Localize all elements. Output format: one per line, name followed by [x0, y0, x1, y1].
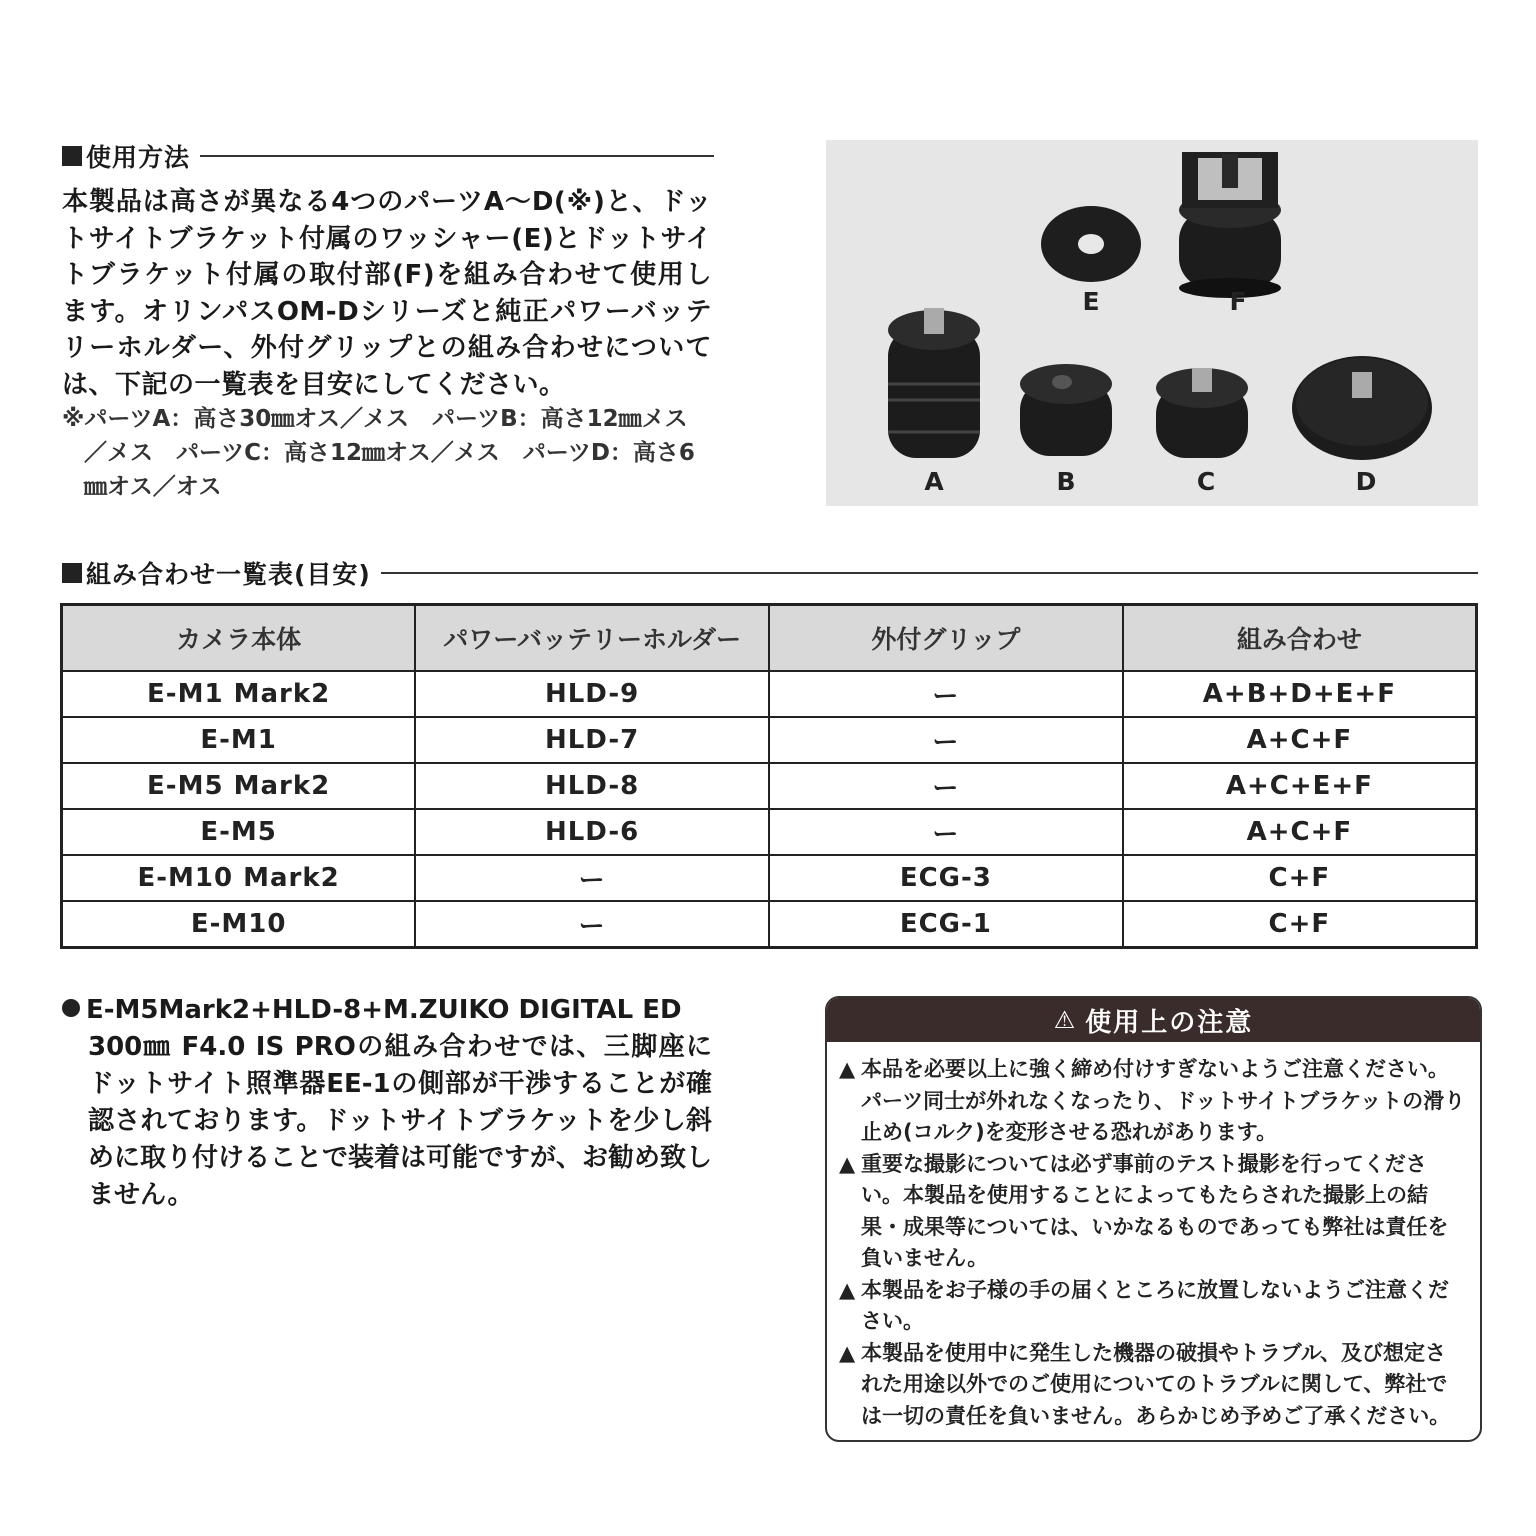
- table-row: [62, 855, 1477, 901]
- cell-battery-holder: HLD-6: [415, 809, 769, 855]
- col-header-grip: 外付グリップ: [769, 605, 1123, 672]
- caution-item-text: 重要な撮影については必ず事前のテスト撮影を行ってください。本製品を使用することによってもたらされた撮影上の結果・成果等については、いかなるものであっても弊社は責任を負いません。: [861, 1151, 1449, 1270]
- cell-camera: E-M1: [62, 717, 416, 763]
- heading-rule: [381, 572, 1478, 574]
- part-label-f: F: [1229, 287, 1247, 316]
- compatibility-note: [62, 992, 712, 1214]
- part-d-image: [1292, 356, 1432, 460]
- cell-camera: E-M1 Mark2: [62, 671, 416, 717]
- part-f-mount-image: [1179, 152, 1281, 298]
- cell-grip: ー: [769, 763, 1123, 809]
- caution-item: [839, 1275, 1466, 1338]
- table-heading-text: 組み合わせ一覧表(目安): [86, 560, 371, 589]
- part-label-c: C: [1196, 467, 1216, 496]
- part-a-image: [888, 308, 980, 458]
- parts-spec-line-2: ／メス パーツC：高さ12㎜オス／メス パーツD：高さ6: [84, 440, 695, 466]
- parts-spec-note: [62, 402, 712, 504]
- parts-spec-line-3: ㎜オス／オス: [84, 474, 222, 500]
- cell-camera: E-M10: [62, 901, 416, 948]
- cell-combination: C+F: [1123, 901, 1477, 948]
- parts-spec-line-1: ※パーツA：高さ30㎜オス／メス パーツB：高さ12㎜メス: [62, 406, 688, 432]
- table-row: [62, 901, 1477, 948]
- usage-heading: [62, 138, 714, 174]
- caution-list: [827, 1042, 1480, 1432]
- caution-item: [839, 1338, 1466, 1433]
- caution-item: [839, 1149, 1466, 1275]
- cell-battery-holder: ー: [415, 855, 769, 901]
- usage-body: 本製品は高さが異なる4つのパーツA〜D(※)と、ドットサイトブラケット付属のワッシャー(E)とドットサイトブラケット付属の取付部(F)を組み合わせて使用します。オリンパスOM-Dシリーズと純正パワーバッテリーホルダー、外付グリップとの組み合わせについては、下記の一覧表を目安にしてください。: [62, 187, 712, 400]
- cell-combination: C+F: [1123, 855, 1477, 901]
- warning-triangle-icon: ▲: [839, 1057, 856, 1081]
- caution-item-text: 本品を必要以上に強く締め付けすぎないようご注意ください。パーツ同士が外れなくなったり、ドットサイトブラケットの滑り止め(コルク)を変形させる恐れがあります。: [861, 1057, 1466, 1144]
- table-header-row: [62, 605, 1477, 672]
- cell-combination: A+C+E+F: [1123, 763, 1477, 809]
- caution-item-text: 本製品をお子様の手の届くところに放置しないようご注意ください。: [861, 1277, 1449, 1333]
- cell-battery-holder: HLD-8: [415, 763, 769, 809]
- cell-grip: ー: [769, 809, 1123, 855]
- cell-combination: A+C+F: [1123, 717, 1477, 763]
- cell-combination: A+C+F: [1123, 809, 1477, 855]
- cell-battery-holder: ー: [415, 901, 769, 948]
- caution-item: [839, 1054, 1466, 1149]
- cell-grip: ECG-3: [769, 855, 1123, 901]
- cell-battery-holder: HLD-7: [415, 717, 769, 763]
- caution-item-text: 本製品を使用中に発生した機器の破損やトラブル、及び想定された用途以外でのご使用についてのトラブルに関して、弊社では一切の責任を負いません。あらかじめ予めご了承ください。: [861, 1340, 1451, 1428]
- heading-square-icon: [62, 146, 82, 166]
- part-label-e: E: [1082, 287, 1100, 316]
- heading-rule: [200, 155, 714, 157]
- compat-note-first: E-M5Mark2+HLD-8+M.ZUIKO DIGITAL ED: [86, 995, 682, 1025]
- usage-heading-text: 使用方法: [86, 143, 191, 172]
- part-label-b: B: [1056, 467, 1076, 496]
- cell-combination: A+B+D+E+F: [1123, 671, 1477, 717]
- parts-photo: [826, 140, 1478, 506]
- warning-triangle-icon: ▲: [839, 1277, 856, 1302]
- table-row: [62, 809, 1477, 855]
- table-heading: [62, 555, 1478, 591]
- compat-note-rest: 300㎜ F4.0 IS PROの組み合わせでは、三脚座にドットサイト照準器EE-1の側部が干渉することが確認されております。ドットサイトブラケットを少し斜めに取り付けることで装着は可能ですが、お勧め致しません。: [88, 1032, 713, 1210]
- warning-icon: ⚠: [1053, 1006, 1078, 1034]
- caution-title: 使用上の注意: [1085, 1007, 1254, 1038]
- caution-header: [827, 998, 1480, 1042]
- col-header-camera: カメラ本体: [62, 605, 416, 672]
- warning-triangle-icon: ▲: [839, 1151, 856, 1176]
- parts-illustration: [826, 140, 1478, 506]
- part-b-image: [1020, 364, 1112, 456]
- col-header-combination: 組み合わせ: [1123, 605, 1477, 672]
- cell-grip: ECG-1: [769, 901, 1123, 948]
- part-label-a: A: [924, 467, 944, 496]
- cell-grip: ー: [769, 671, 1123, 717]
- table-row: [62, 763, 1477, 809]
- cell-camera: E-M10 Mark2: [62, 855, 416, 901]
- part-c-image: [1156, 368, 1248, 458]
- cell-camera: E-M5 Mark2: [62, 763, 416, 809]
- combination-table: [60, 603, 1478, 949]
- cell-battery-holder: HLD-9: [415, 671, 769, 717]
- col-header-battery-holder: パワーバッテリーホルダー: [415, 605, 769, 672]
- caution-box: [825, 996, 1482, 1442]
- table-row: [62, 671, 1477, 717]
- cell-camera: E-M5: [62, 809, 416, 855]
- bullet-icon: [62, 999, 80, 1017]
- part-e-washer-image: [1041, 206, 1141, 282]
- cell-grip: ー: [769, 717, 1123, 763]
- part-label-d: D: [1355, 467, 1377, 496]
- warning-triangle-icon: ▲: [839, 1340, 856, 1365]
- heading-square-icon: [62, 563, 82, 583]
- table-row: [62, 717, 1477, 763]
